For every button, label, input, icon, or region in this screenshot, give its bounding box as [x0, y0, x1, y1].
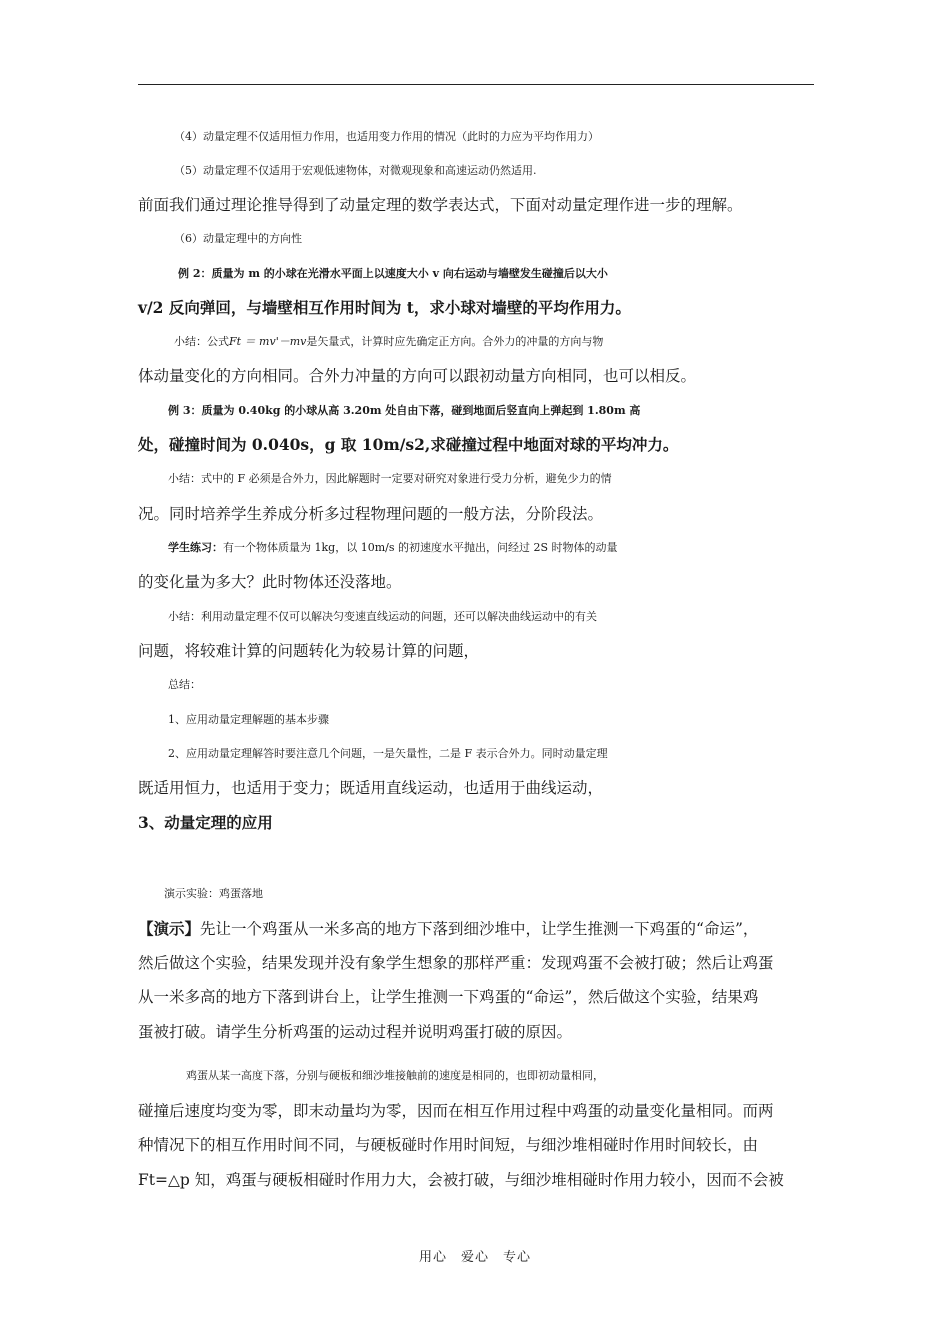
summary-1	[138, 325, 854, 359]
summary-1-line-2: 体动量变化的方向相同。合外力冲量的方向可以跟初动量方向相同，也可以相反。	[138, 367, 697, 385]
item-6: （6）动量定理中的方向性	[174, 232, 302, 245]
summary-point-1: 1、应用动量定理解题的基本步骤	[168, 713, 329, 726]
demo-line-4: 蛋被打破。请学生分析鸡蛋的运动过程并说明鸡蛋打破的原因。	[138, 1023, 573, 1041]
summary-2-line-1: 小结：式中的 F 必须是合外力，因此解题时一定要对研究对象进行受力分析，避免少力的情	[168, 472, 612, 485]
demo-paragraph	[138, 912, 818, 946]
intro-paragraph: 前面我们通过理论推导得到了动量定理的数学表达式，下面对动量定理作进一步的理解。	[138, 196, 743, 214]
item-4: （4）动量定理不仅适用恒力作用，也适用变力作用的情况（此时的力应为平均作用力）	[174, 130, 599, 143]
header-rule	[138, 84, 814, 85]
student-exercise	[138, 531, 848, 565]
exercise-line-2: 的变化量为多大？此时物体还没落地。	[138, 573, 402, 591]
section-heading-3: 3、动量定理的应用	[138, 813, 273, 832]
example-2-line-2: v/2 反向弹回，与墙壁相互作用时间为 t，求小球对墙壁的平均作用力。	[138, 298, 631, 317]
summary-2-line-2: 况。同时培养学生养成分析多过程物理问题的一般方法，分阶段法。	[138, 505, 604, 523]
exercise-label: 学生练习：	[168, 541, 223, 554]
summary-1-prefix: 小结：公式	[174, 335, 229, 348]
explanation-line-3: 种情况下的相互作用时间不同，与硬板碰时作用时间短，与细沙堆相碰时作用时间较长，由	[138, 1136, 759, 1154]
explanation-line-1: 鸡蛋从某一高度下落，分别与硬板和细沙堆接触前的速度是相同的，也即初动量相同，	[186, 1069, 604, 1082]
demo-line-3: 从一米多高的地方下落到讲台上，让学生推测一下鸡蛋的“命运”，然后做这个实验，结果鸡	[138, 988, 759, 1006]
demo-line-1: 先让一个鸡蛋从一米多高的地方下落到细沙堆中，让学生推测一下鸡蛋的“命运”，	[200, 920, 759, 938]
explanation-line-4: Ft=△p 知，鸡蛋与硬板相碰时作用力大，会被打破，与细沙堆相碰时作用力较小，因而不会被	[138, 1171, 784, 1189]
summary-heading: 总结：	[168, 678, 201, 691]
exercise-line-1: 有一个物体质量为 1kg，以 10m/s 的初速度水平抛出，问经过 2S 时物体的动量	[223, 541, 618, 554]
example-2-cont	[138, 291, 818, 325]
demo-title: 演示实验：鸡蛋落地	[164, 887, 263, 900]
page-footer: 用心 爱心 专心	[418, 1250, 531, 1265]
demo-line-2: 然后做这个实验，结果发现并没有象学生想象的那样严重：发现鸡蛋不会被打破；然后让鸡蛋	[138, 954, 774, 972]
summary-3-line-2: 问题，将较难计算的问题转化为较易计算的问题，	[138, 642, 480, 660]
demo-label: 【演示】	[138, 919, 201, 938]
example-2	[138, 257, 858, 291]
example-2-line-1: 例 2：质量为 m 的小球在光滑水平面上以速度大小 v 向右运动与墙壁发生碰撞后以大小	[178, 267, 608, 280]
summary-point-2-line-1: 2、应用动量定理解答时要注意几个问题，一是矢量性，二是 F 表示合外力。同时动量定理	[168, 747, 608, 760]
momentum-formula: Ft ＝ mv'－mv	[229, 335, 307, 348]
explanation-line-2: 碰撞后速度均变为零，即末动量均为零，因而在相互作用过程中鸡蛋的动量变化量相同。而两	[138, 1102, 774, 1120]
example-3-line-2: 处，碰撞时间为 0.040s，g 取 10m/s2,求碰撞过程中地面对球的平均冲力。	[138, 435, 679, 454]
summary-point-2-line-2: 既适用恒力，也适用于变力；既适用直线运动，也适用于曲线运动，	[138, 779, 604, 797]
summary-1-rest: 是矢量式，计算时应先确定正方向。合外力的冲量的方向与物	[306, 335, 604, 348]
summary-3-line-1: 小结：利用动量定理不仅可以解决匀变速直线运动的问题，还可以解决曲线运动中的有关	[168, 610, 597, 623]
example-3-line-1: 例 3：质量为 0.40kg 的小球从高 3.20m 处自由下落，碰到地面后竖直向上弹起到 1.80m 高	[168, 404, 641, 417]
item-5: （5）动量定理不仅适用于宏观低速物体，对微观现象和高速运动仍然适用.	[174, 164, 537, 177]
